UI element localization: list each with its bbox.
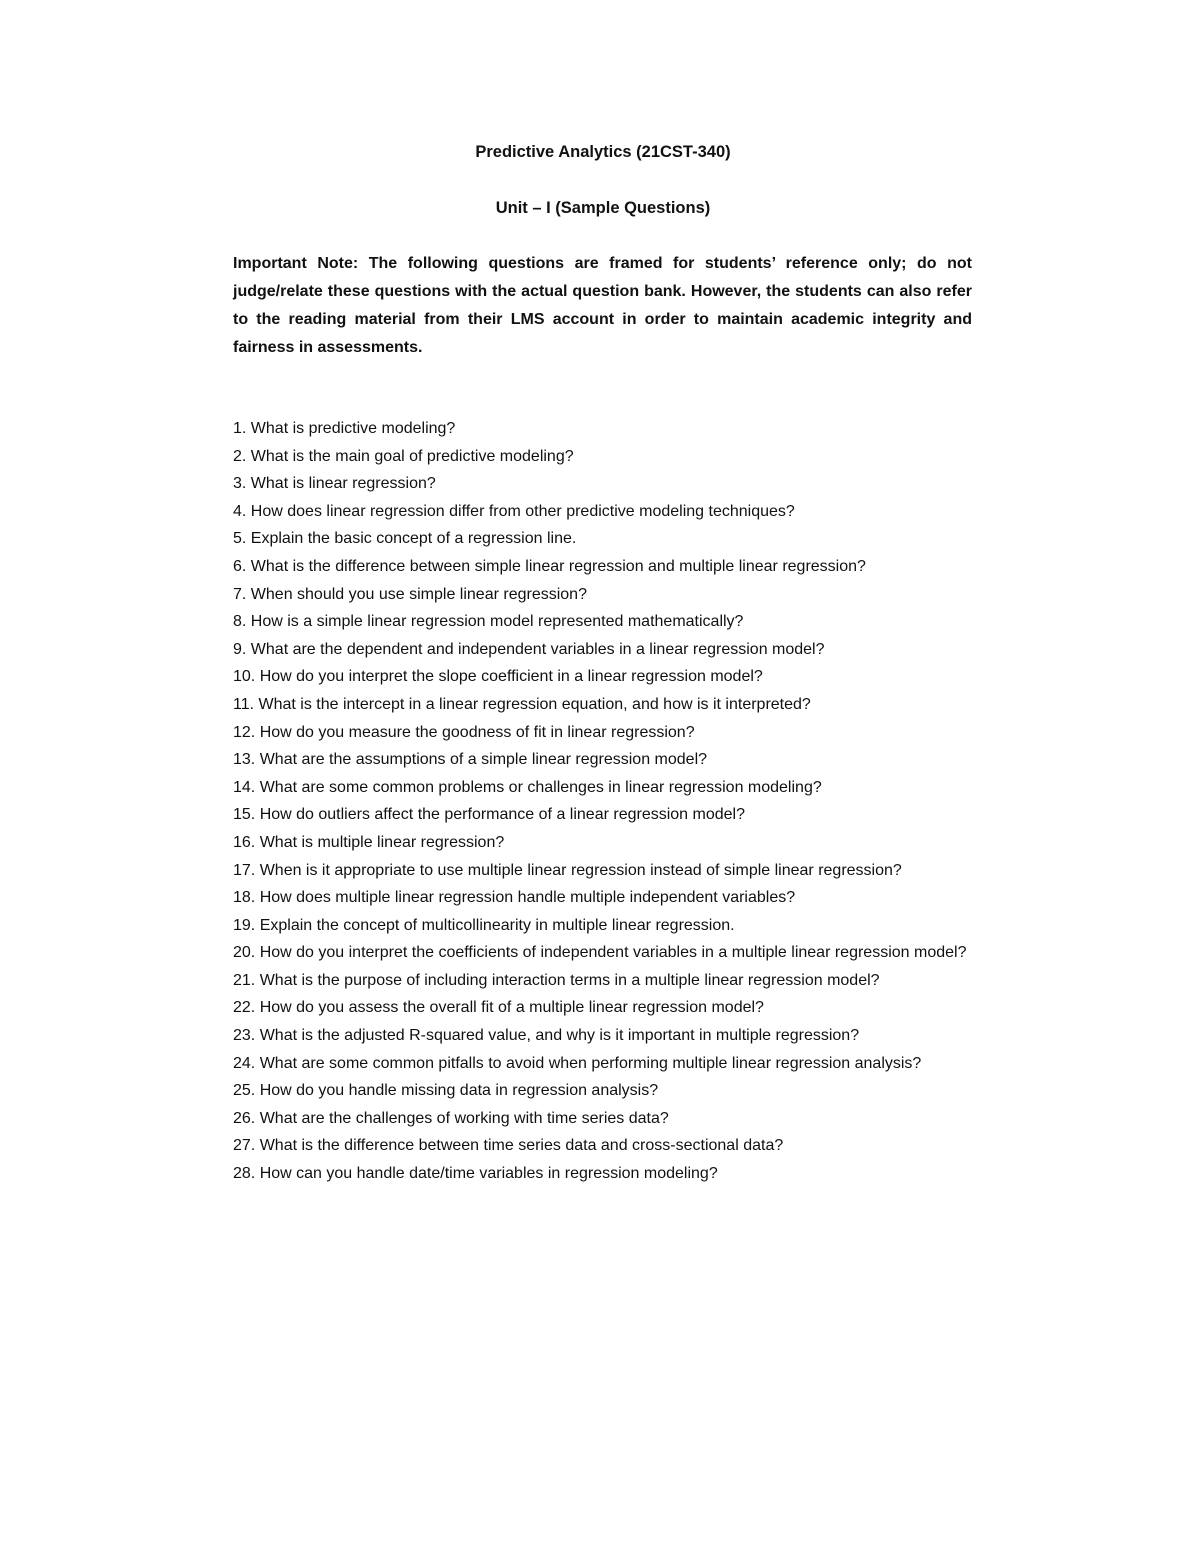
- question-item: 19. Explain the concept of multicollinearity in multiple linear regression.: [233, 916, 735, 934]
- important-note: Important Note: The following questions are framed for students’ reference only; do not judge/relate these questions with the actual question bank. However, the students can also refer to the reading material from their LMS account in order to maintain academic integrity and fairness in assessments.: [233, 255, 972, 356]
- question-item: 1. What is predictive modeling?: [233, 420, 456, 437]
- question-item: 22. How do you assess the overall fit of a multiple linear regression model?: [233, 999, 764, 1017]
- question-item: 3. What is linear regression?: [233, 475, 436, 493]
- question-item: 23. What is the adjusted R-squared value, and why is it important in multiple regression?: [233, 1027, 860, 1045]
- question-item: 27. What is the difference between time series data and cross-sectional data?: [233, 1137, 784, 1155]
- question-item: 28. How can you handle date/time variables in regression modeling?: [233, 1165, 718, 1183]
- question-list: [233, 415, 972, 1188]
- question-item: 12. How do you measure the goodness of fit in linear regression?: [233, 723, 695, 741]
- question-item: 26. What are the challenges of working with time series data?: [233, 1109, 669, 1127]
- question-item: 10. How do you interpret the slope coefficient in a linear regression model?: [233, 668, 763, 686]
- question-item: 24. What are some common pitfalls to avoid when performing multiple linear regression analysis?: [233, 1054, 922, 1072]
- question-item: 20. How do you interpret the coefficients of independent variables in a multiple linear regression model?: [233, 944, 967, 962]
- question-item: 18. How does multiple linear regression handle multiple independent variables?: [233, 889, 796, 907]
- question-item: 7. When should you use simple linear regression?: [233, 585, 587, 603]
- question-item: 5. Explain the basic concept of a regression line.: [233, 530, 577, 548]
- question-item: 21. What is the purpose of including interaction terms in a multiple linear regression model?: [233, 971, 880, 989]
- question-item: 17. When is it appropriate to use multiple linear regression instead of simple linear regression?: [233, 861, 902, 879]
- question-item: 6. What is the difference between simple linear regression and multiple linear regression?: [233, 557, 866, 575]
- question-item: 13. What are the assumptions of a simple linear regression model?: [233, 751, 708, 769]
- question-item: 9. What are the dependent and independent variables in a linear regression model?: [233, 640, 825, 658]
- question-item: 2. What is the main goal of predictive modeling?: [233, 447, 574, 465]
- document-title: Predictive Analytics (21CST-340): [475, 143, 731, 161]
- question-item: 4. How does linear regression differ from other predictive modeling techniques?: [233, 502, 795, 520]
- question-item: 16. What is multiple linear regression?: [233, 833, 505, 851]
- document-subtitle: Unit – I (Sample Questions): [495, 199, 711, 217]
- question-item: 25. How do you handle missing data in regression analysis?: [233, 1082, 659, 1100]
- question-item: 11. What is the intercept in a linear regression equation, and how is it interpreted?: [233, 695, 811, 713]
- question-item: 8. How is a simple linear regression model represented mathematically?: [233, 613, 744, 631]
- question-item: 14. What are some common problems or challenges in linear regression modeling?: [233, 778, 822, 796]
- question-item: 15. How do outliers affect the performance of a linear regression model?: [233, 806, 745, 824]
